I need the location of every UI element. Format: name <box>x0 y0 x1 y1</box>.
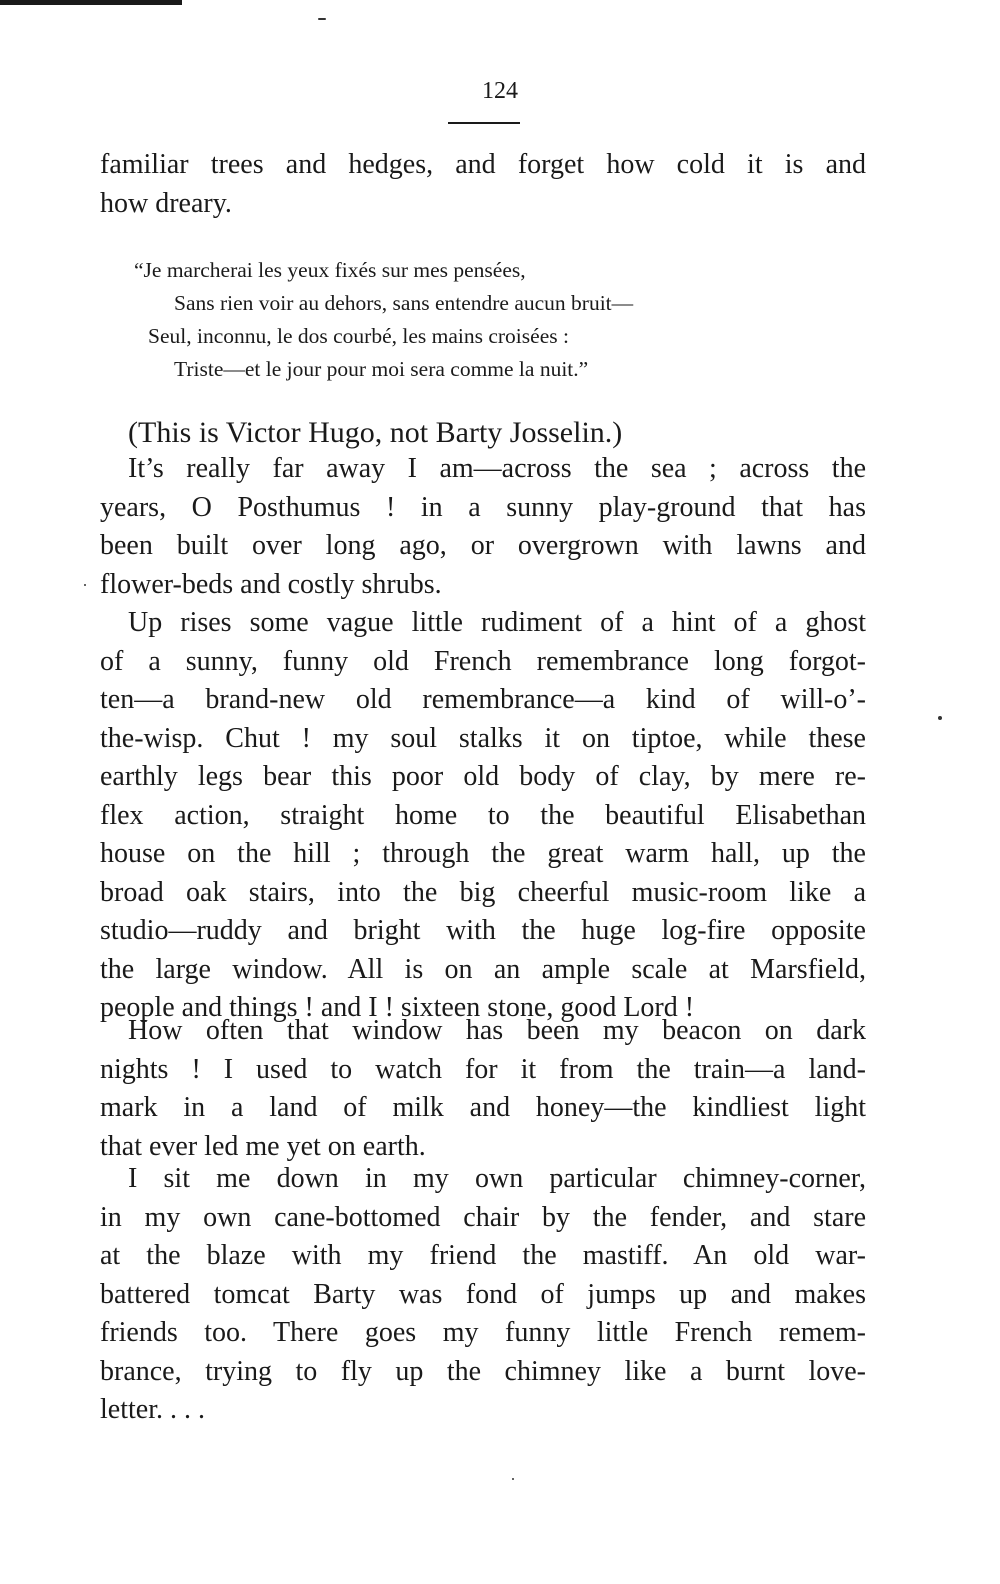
text-line: earthly legs bear this poor old body of clay, by mere re- <box>100 761 866 792</box>
scan-speck <box>938 716 942 720</box>
text-line: familiar trees and hedges, and forget how cold it is and <box>100 149 866 180</box>
page-number-rule <box>448 122 520 124</box>
scan-speck <box>84 584 86 586</box>
paragraph-beacon <box>100 1012 866 1166</box>
verse-line: “Je marcherai les yeux fixés sur mes pensées, <box>134 258 526 282</box>
text-line: letter. . . . <box>100 1394 205 1425</box>
paragraph-chimney-corner <box>100 1160 866 1430</box>
verse-line: Seul, inconnu, le dos courbé, les mains croisées : <box>148 324 569 348</box>
text-line: studio—ruddy and bright with the huge log-fire opposite <box>100 915 866 946</box>
text-line: It’s really far away I am—across the sea ; across the <box>128 453 866 484</box>
text-line: broad oak stairs, into the big cheerful music-room like a <box>100 876 866 908</box>
text-line: brance, trying to fly up the chimney like a burnt love- <box>100 1355 866 1387</box>
text-line: battered tomcat Barty was fond of jumps up and makes <box>100 1278 866 1310</box>
verse-line: Sans rien voir au dehors, sans entendre aucun bruit— <box>174 291 634 315</box>
text-line: flower-beds and costly shrubs. <box>100 568 442 600</box>
scan-speck <box>512 1478 514 1480</box>
text-line: Up rises some vague little rudiment of a hint of a ghost <box>128 607 866 638</box>
text-line: friends too. There goes my funny little French remem- <box>100 1317 866 1348</box>
text-line: flex action, straight home to the beautiful Elisabethan <box>100 799 866 831</box>
text-line: people and things ! and I ! sixteen stone, good Lord ! <box>100 992 695 1023</box>
attribution-paragraph <box>128 414 828 453</box>
verse-line: Triste—et le jour pour moi sera comme la nuit.” <box>174 357 589 381</box>
paragraph-far-away <box>100 450 866 604</box>
text-line: I sit me down in my own particular chimney-corner, <box>128 1163 866 1194</box>
page-number: 124 <box>482 78 518 104</box>
text-line: (This is Victor Hugo, not Barty Josselin.) <box>128 416 623 449</box>
text-line: in my own cane-bottomed chair by the fender, and stare <box>100 1201 866 1233</box>
text-line: mark in a land of milk and honey—the kindliest light <box>100 1092 866 1123</box>
paragraph-remembrance <box>100 604 866 1028</box>
text-line: ten—a brand-new old remembrance—a kind of will-o’- <box>100 684 866 715</box>
scan-speck <box>318 18 326 20</box>
text-line: house on the hill ; through the great warm hall, up the <box>100 838 866 869</box>
verse-quotation <box>134 254 834 386</box>
text-line: the large window. All is on an ample scale at Marsfield, <box>100 953 866 985</box>
text-line: the-wisp. Chut ! my soul stalks it on tiptoe, while these <box>100 722 866 754</box>
text-line: that ever led me yet on earth. <box>100 1130 426 1162</box>
text-line: how dreary. <box>100 187 232 219</box>
text-line: been built over long ago, or overgrown with lawns and <box>100 530 866 561</box>
text-line: of a sunny, funny old French remembrance long forgot- <box>100 645 866 677</box>
top-left-rule <box>0 0 182 5</box>
text-line: How often that window has been my beacon on dark <box>128 1015 866 1046</box>
text-line: years, O Posthumus ! in a sunny play-ground that has <box>100 491 866 523</box>
text-line: at the blaze with my friend the mastiff. An old war- <box>100 1240 866 1271</box>
opening-paragraph <box>100 146 866 223</box>
text-line: nights ! I used to watch for it from the train—a land- <box>100 1053 866 1085</box>
